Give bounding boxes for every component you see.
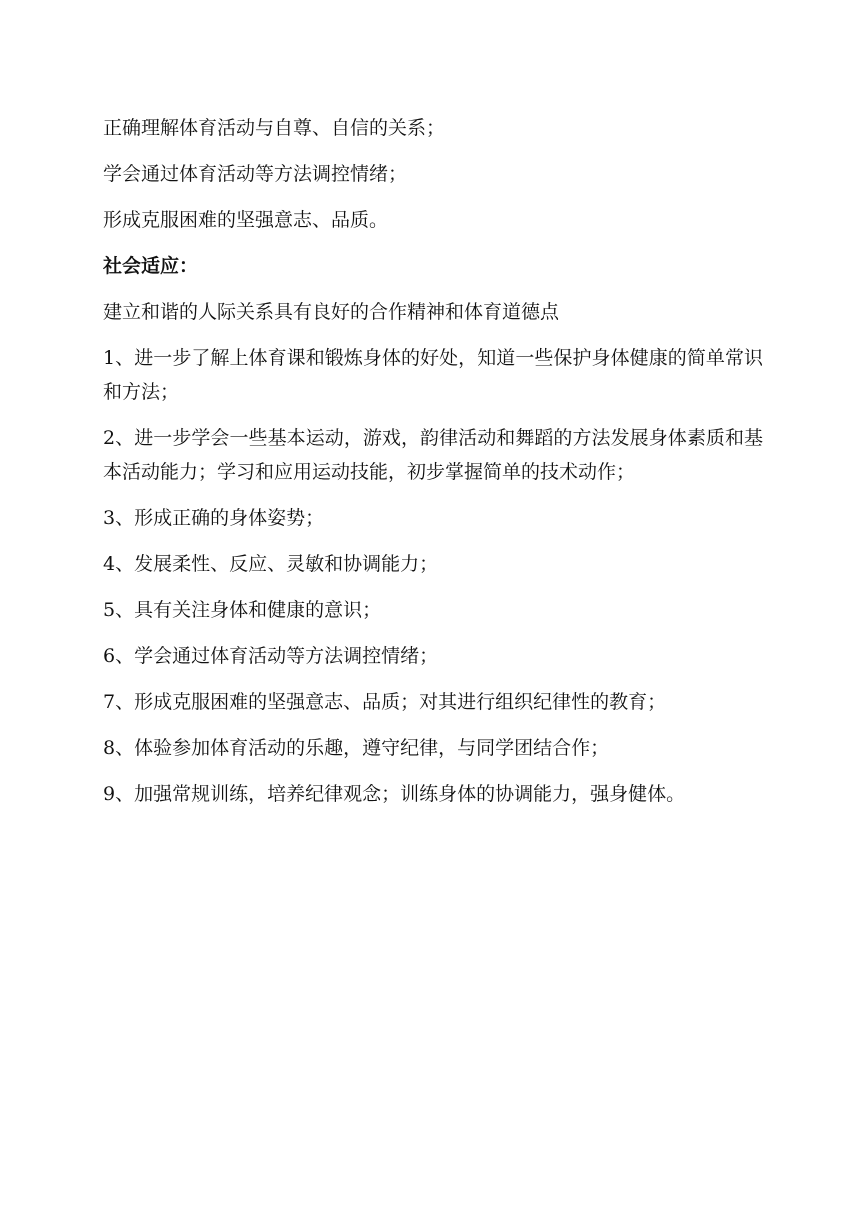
list-item: 3、形成正确的身体姿势； bbox=[103, 507, 325, 529]
text-line: 学会通过体育活动等方法调控情绪； bbox=[103, 163, 408, 185]
text-line: 形成克服困难的坚强意志、品质。 bbox=[103, 209, 389, 231]
list-item: 2、进一步学会一些基本运动，游戏，韵律活动和舞蹈的方法发展身体素质和基本活动能力；学习和应用运动技能，初步掌握简单的技术动作； bbox=[103, 427, 763, 483]
section-heading: 社会适应： bbox=[103, 255, 199, 277]
list-item: 9、加强常规训练，培养纪律观念；训练身体的协调能力，强身健体。 bbox=[103, 783, 686, 805]
list-item: 6、学会通过体育活动等方法调控情绪； bbox=[103, 645, 439, 667]
list-item: 8、体验参加体育活动的乐趣，遵守纪律，与同学团结合作； bbox=[103, 737, 610, 759]
list-item: 5、具有关注身体和健康的意识； bbox=[103, 599, 382, 621]
document-body bbox=[103, 111, 763, 823]
list-item: 4、发展柔性、反应、灵敏和协调能力； bbox=[103, 553, 439, 575]
intro-line: 建立和谐的人际关系具有良好的合作精神和体育道德点 bbox=[103, 301, 560, 323]
text-line: 正确理解体育活动与自尊、自信的关系； bbox=[103, 117, 446, 139]
list-item: 1、进一步了解上体育课和锻炼身体的好处，知道一些保护身体健康的简单常识和方法； bbox=[103, 347, 763, 403]
list-item: 7、形成克服困难的坚强意志、品质；对其进行组织纪律性的教育； bbox=[103, 691, 667, 713]
